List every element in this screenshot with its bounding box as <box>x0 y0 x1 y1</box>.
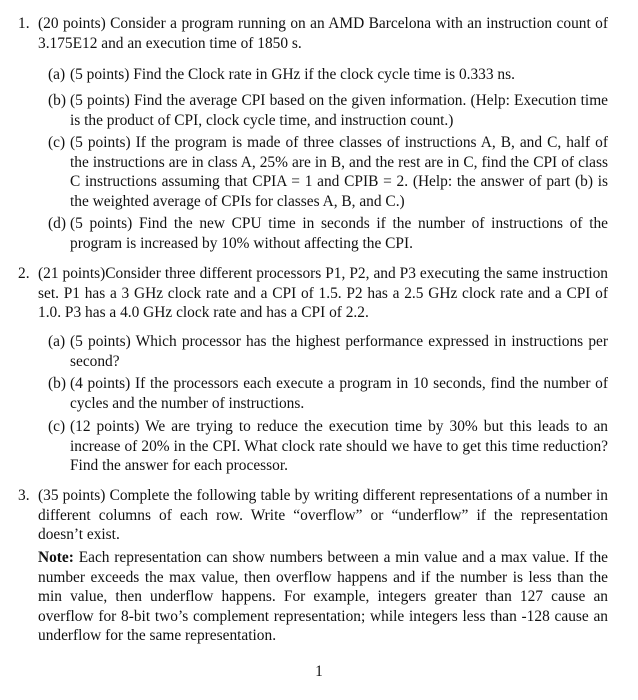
problem-1 <box>18 14 608 53</box>
problem-2-part-b <box>48 374 608 413</box>
problem-1-part-d <box>48 214 608 253</box>
problem-3 <box>18 486 608 545</box>
problem-2 <box>18 264 608 323</box>
problem-2-part-c <box>48 417 608 476</box>
problem-1-part-c <box>48 133 608 211</box>
part-text: (5 points) Which processor has the highest performance expressed in instructions per second? <box>70 333 608 370</box>
problem-text: (21 points)Consider three different processors P1, P2, and P3 executing the same instruction set. P1 has a 3 GHz clock rate and a CPI of 1.5. P2 has a 2.5 GHz clock rate and a CPI of 1.0. P3 has a 4.0 GHz clock rate and has a CPI of 2.2. <box>38 265 608 321</box>
problem-1-part-b <box>48 91 608 130</box>
note-text: Each representation can show numbers between a min value and a max value. If the number exceeds the max value, then overflow happens and if the number is less than the min value, then underflow happens. For example, integers greater than 127 cause an overflow for 8-bit two’s complement representation; while integers less than -128 cause an underflow for the same representation. <box>38 549 608 644</box>
part-text: (5 points) If the program is made of three classes of instructions A, B, and C, half of the instructions are in class A, 25% are in B, and the rest are in C, find the CPI of class C instructions assuming that CPIA = 1 and CPIB = 2. (Help: the answer of part (b) is the weighted average of CPIs for classes A, B, and C.) <box>70 134 608 210</box>
problem-number: 2. <box>18 265 30 282</box>
problem-number: 1. <box>18 15 30 32</box>
part-label: (b) <box>48 92 66 109</box>
part-label: (b) <box>48 375 66 392</box>
part-text: (5 points) Find the average CPI based on the given information. (Help: Execution time is the product of CPI, clock cycle time, and instruction count.) <box>70 92 608 129</box>
part-text: (5 points) Find the Clock rate in GHz if the clock cycle time is 0.333 ns. <box>70 66 515 83</box>
problem-2-part-a <box>48 332 608 371</box>
problem-text: (20 points) Consider a program running on an AMD Barcelona with an instruction count of 3.175E12 and an execution time of 1850 s. <box>38 15 608 52</box>
part-label: (a) <box>48 333 66 350</box>
part-text: (4 points) If the processors each execute a program in 10 seconds, find the number of cycles and the number of instructions. <box>70 375 608 412</box>
problem-number: 3. <box>18 487 30 504</box>
part-text: (5 points) Find the new CPU time in seconds if the number of instructions of the program is increased by 10% without affecting the CPI. <box>70 215 608 252</box>
part-label: (c) <box>48 418 66 435</box>
problem-text: (35 points) Complete the following table by writing different representations of a number in different columns of each row. Write “overflow” or “underflow” if the representation doesn’t exist. <box>38 487 608 543</box>
part-label: (c) <box>48 134 66 151</box>
part-text: (12 points) We are trying to reduce the execution time by 30% but this leads to an increase of 20% in the CPI. What clock rate should we have to get this time reduction? Find the answer for each processor. <box>70 418 608 474</box>
part-label: (d) <box>48 215 66 232</box>
problem-1-part-a <box>48 65 608 85</box>
page-number: 1 <box>315 663 323 680</box>
part-label: (a) <box>48 66 66 83</box>
problem-3-note <box>38 548 608 646</box>
note-label: Note: <box>38 549 74 566</box>
